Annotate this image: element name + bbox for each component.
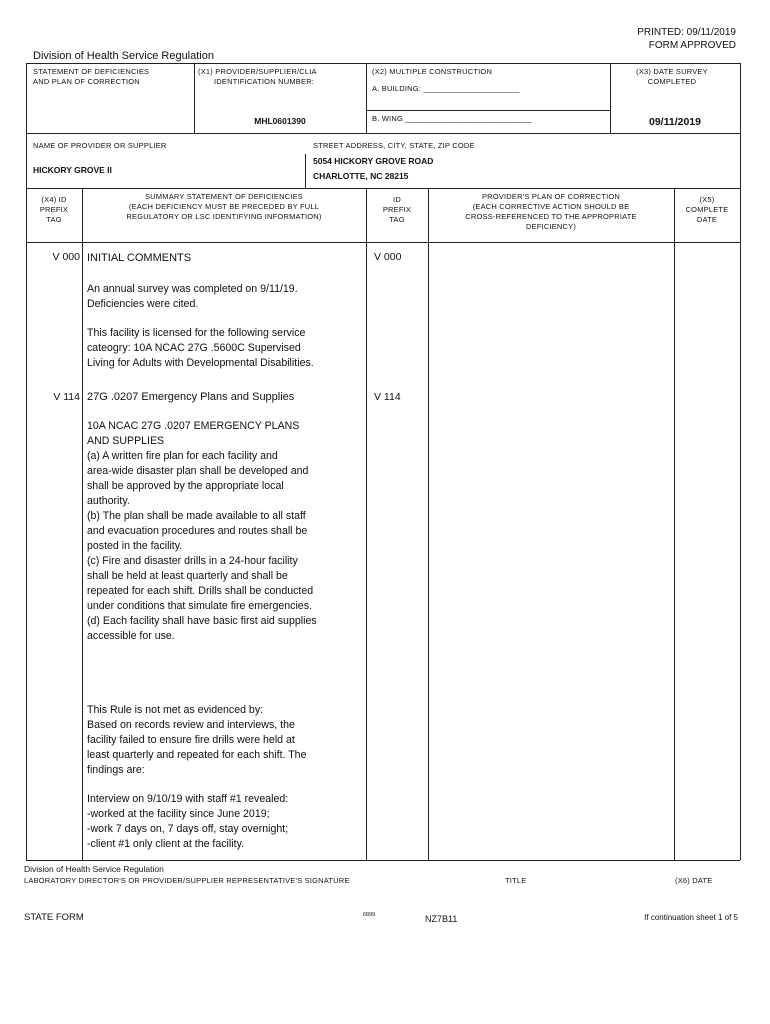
tag-v114: V 114 [53, 391, 80, 403]
continuation-sheet: If continuation sheet 1 of 5 [644, 913, 738, 922]
grid-col-plan-line [674, 188, 675, 860]
grid-left-border [26, 188, 27, 860]
grid-col-tag-line [82, 188, 83, 860]
license-paragraph: This facility is licensed for the following service cateogry: 10A NCAC 27G .5600C Supervised Living for Adults with Developmental Disabilities. [87, 327, 314, 369]
top-box-bottom-line [26, 133, 740, 134]
grid-col-summary-line [366, 188, 367, 860]
x1-label: (X1) PROVIDER/SUPPLIER/CLIA IDENTIFICATION NUMBER: [198, 67, 317, 86]
x2-building: A. BUILDING: ______________________ [372, 84, 520, 93]
findings-paragraph: This Rule is not met as evidenced by: Based on records review and interviews, the facility failed to ensure fire drills were held at least quarterly and repeated for each shift. The findings are: [87, 704, 307, 776]
grid-bottom-line [26, 860, 740, 861]
form-approved: FORM APPROVED [648, 40, 736, 51]
provider-name-label: NAME OF PROVIDER OR SUPPLIER [33, 141, 167, 150]
address-line-2: CHARLOTTE, NC 28215 [313, 171, 409, 181]
x1-provider-id: MHL0601390 [254, 116, 306, 126]
survey-paragraph: An annual survey was completed on 9/11/19. Deficiencies were cited. [87, 283, 298, 310]
title-label: TITLE [505, 876, 527, 885]
x2-label: (X2) MULTIPLE CONSTRUCTION [372, 67, 493, 76]
tag-v114-right: V 114 [374, 391, 401, 403]
provider-name: HICKORY GROVE II [33, 165, 112, 175]
printed-date: PRINTED: 09/11/2019 [637, 27, 736, 38]
grid-right-border [740, 188, 741, 860]
event-id: NZ7B11 [425, 914, 458, 924]
state-form-label: STATE FORM [24, 912, 84, 923]
grid-col-id-line [428, 188, 429, 860]
signature-label: LABORATORY DIRECTOR'S OR PROVIDER/SUPPLIER REPRESENTATIVE'S SIGNATURE [24, 876, 350, 885]
x2-wing: B. WING _____________________________ [372, 114, 533, 123]
initial-comments-title: INITIAL COMMENTS [87, 252, 192, 264]
x2-divider-line [366, 110, 610, 111]
x3-label: (X3) DATE SURVEY COMPLETED [636, 67, 708, 86]
top-box-left-border [26, 63, 27, 188]
statement-label: STATEMENT OF DEFICIENCIES AND PLAN OF CORRECTION [33, 67, 150, 86]
col-header-x4: (X4) ID PREFIX TAG [39, 195, 69, 224]
address-label: STREET ADDRESS, CITY, STATE, ZIP CODE [313, 141, 475, 150]
col-header-x5: (X5) COMPLETE DATE [685, 195, 729, 224]
footer-agency: Division of Health Service Regulation [24, 864, 164, 874]
rule-text-paragraph: 10A NCAC 27G .0207 EMERGENCY PLANS AND SUPPLIES (a) A written fire plan for each facility and area-wide disaster plan shall be developed and shall be approved by the appropriate local authority. (b) The plan shall be made available to all staff and evacuation procedures and routes shall be posted in the facility. (c) Fire and disaster drills in a 24-hour facility shall be held at least quarterly and shall be repeated for each shift. Drills shall be conducted under conditions that simulate fire emergencies. (d) Each facility shall have basic first aid supplies accessible for use. [87, 420, 317, 642]
col-header-summary: SUMMARY STATEMENT OF DEFICIENCIES (EACH DEFICIENCY MUST BE PRECEDED BY FULL REGULATORY OR LSC IDENTIFYING INFORMATION) [126, 192, 322, 221]
grid-top-line [26, 188, 740, 189]
top-box-top-line [26, 63, 740, 64]
address-line-1: 5054 HICKORY GROVE ROAD [313, 156, 434, 166]
tag-v000-right: V 000 [374, 251, 402, 263]
col-header-plan: PROVIDER'S PLAN OF CORRECTION (EACH CORRECTIVE ACTION SHOULD BE CROSS-REFERENCED TO THE APPROPRIATE DEFICIENCY) [465, 192, 637, 231]
col-header-id: ID PREFIX TAG [382, 195, 412, 224]
form-number: 6899 [363, 912, 376, 918]
grid-header-bottom-line [26, 242, 740, 243]
x3-survey-date: 09/11/2019 [649, 116, 701, 128]
x6-date-label: (X6) DATE [675, 876, 713, 885]
top-box-right-border [740, 63, 741, 188]
x2-left-line [366, 63, 367, 133]
interview-paragraph: Interview on 9/10/19 with staff #1 revealed: -worked at the facility since June 2019; -work 7 days on, 7 days off, stay overnight; -client #1 only client at the facility. [87, 793, 289, 850]
v114-title: 27G .0207 Emergency Plans and Supplies [87, 391, 295, 403]
agency-name: Division of Health Service Regulation [33, 50, 214, 62]
tag-v000: V 000 [52, 251, 80, 263]
provider-divider-line [305, 154, 306, 188]
